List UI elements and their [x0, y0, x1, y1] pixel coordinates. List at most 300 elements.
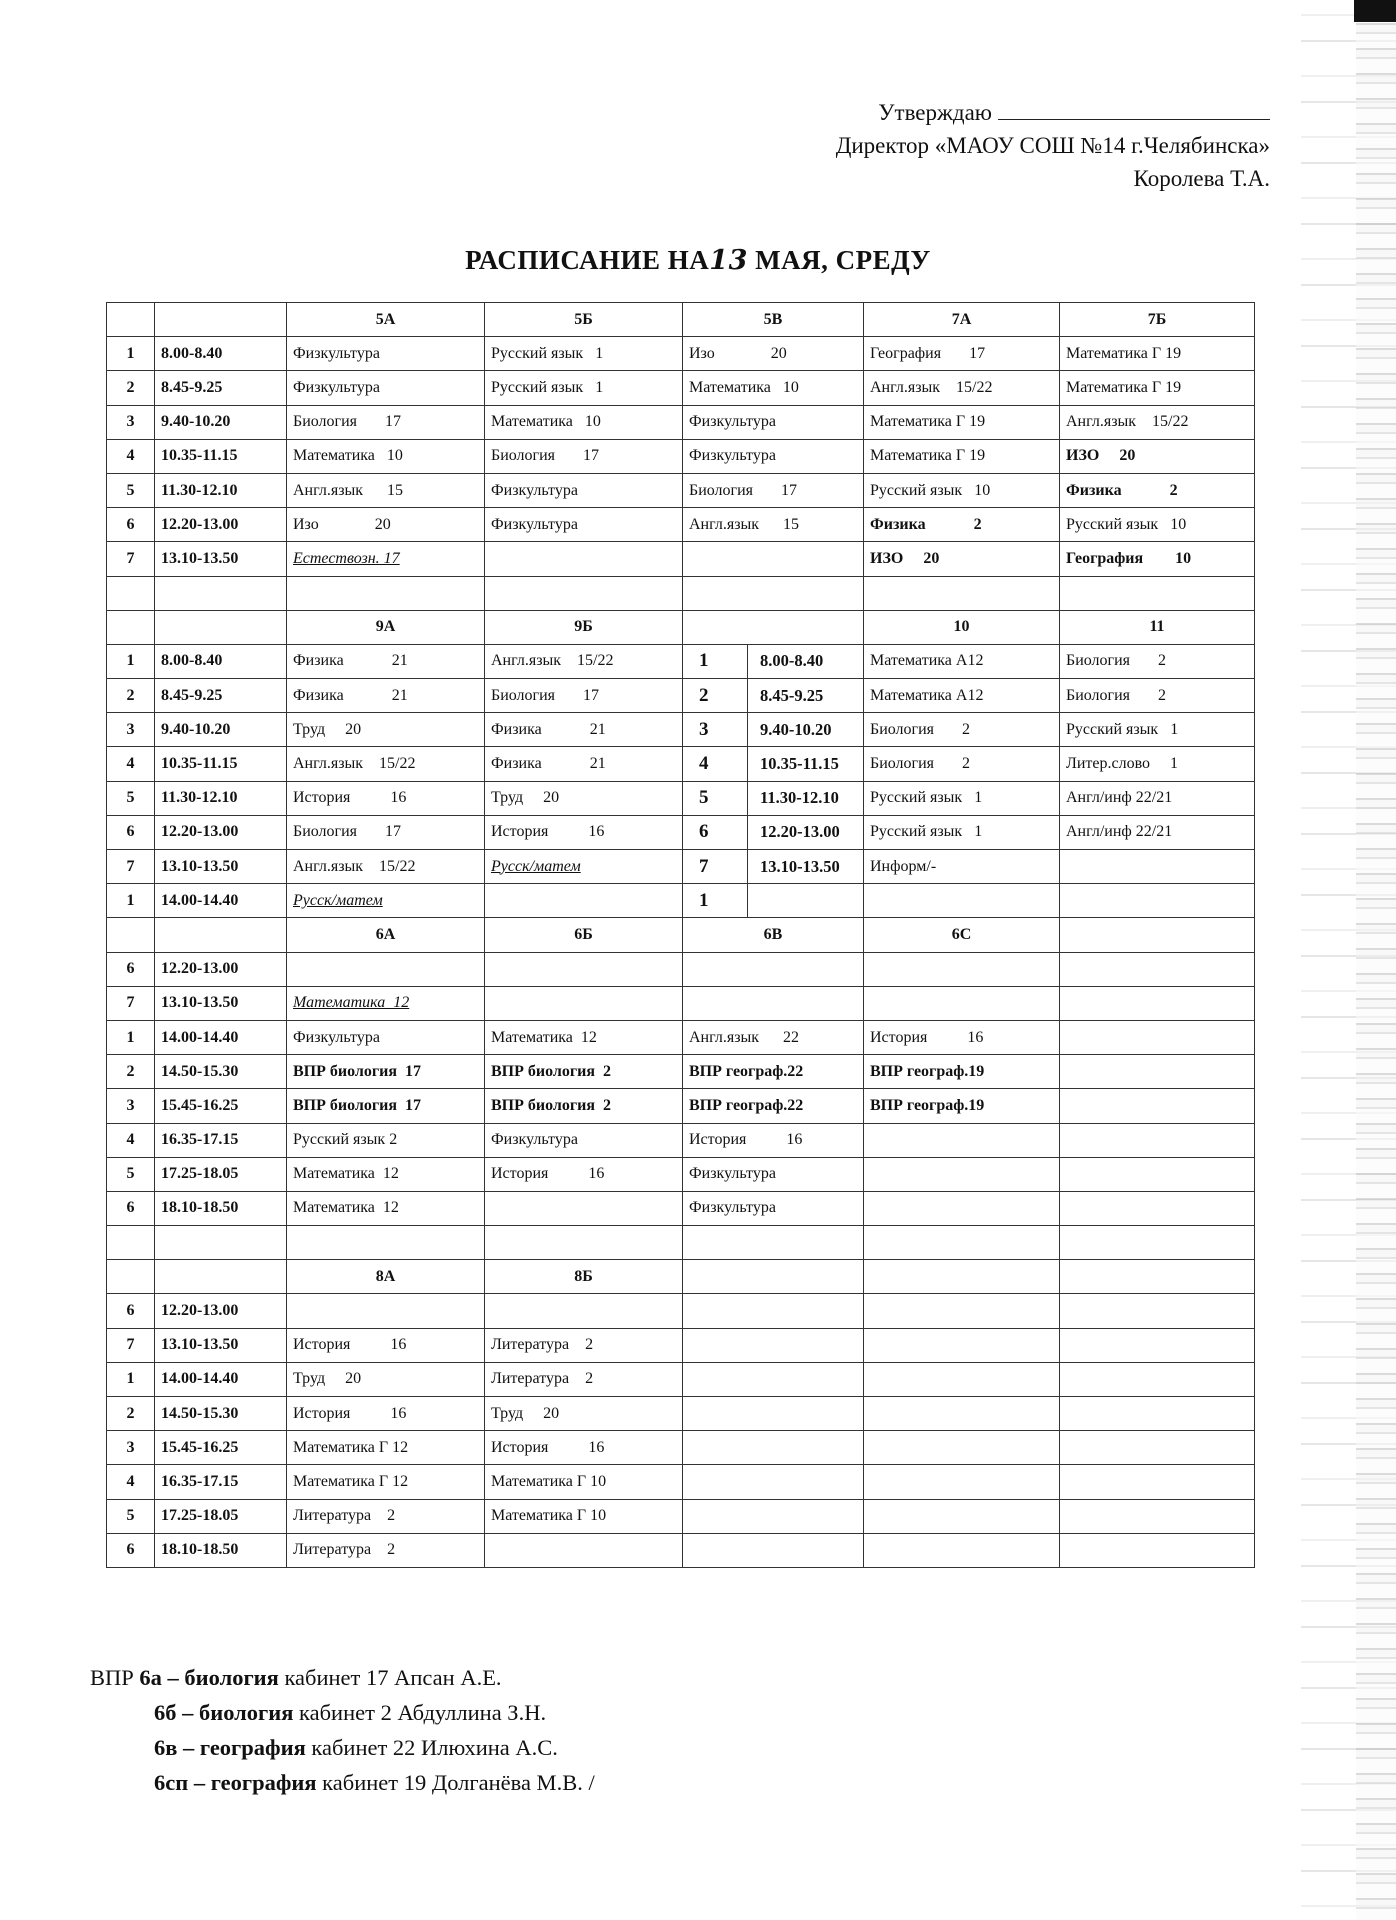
inner-time-wrap — [689, 782, 857, 815]
lesson-cell: Математика Г 12 — [287, 1431, 485, 1465]
lesson-cell: Русск/матем — [287, 884, 485, 918]
lesson-cell: Изо 20 — [683, 337, 864, 371]
empty-cell — [287, 1226, 485, 1260]
lesson-cell: Литер.слово 1 — [1060, 747, 1255, 781]
lesson-cell — [864, 1431, 1060, 1465]
lesson-cell: Русский язык 10 — [864, 473, 1060, 507]
lesson-cell: География 17 — [864, 337, 1060, 371]
schedule-row — [107, 439, 1255, 473]
lesson-cell: Биология 17 — [485, 679, 683, 713]
lesson-cell: Труд 20 — [485, 1397, 683, 1431]
lesson-cell — [1060, 1157, 1255, 1191]
lesson-number: 3 — [107, 1089, 155, 1123]
lesson-cell: Математика А12 — [864, 644, 1060, 678]
class-header: 11 — [1060, 610, 1255, 644]
schedule-row — [107, 337, 1255, 371]
lesson-cell: История 16 — [287, 1397, 485, 1431]
lesson-cell: Литература 2 — [485, 1362, 683, 1396]
page-title — [0, 245, 1396, 276]
lesson-time: 12.20-13.00 — [155, 1294, 287, 1328]
lesson-cell — [864, 1157, 1060, 1191]
lesson-cell: Русский язык 10 — [1060, 508, 1255, 542]
lesson-cell: Русский язык 2 — [287, 1123, 485, 1157]
schedule-row — [107, 405, 1255, 439]
schedule-row — [107, 713, 1255, 747]
class-header — [864, 1260, 1060, 1294]
lesson-number: 3 — [107, 405, 155, 439]
lesson-number: 5 — [107, 473, 155, 507]
lesson-cell: Физкультура — [683, 405, 864, 439]
lesson-cell — [485, 1533, 683, 1567]
lesson-number: 4 — [107, 1465, 155, 1499]
inner-time-wrap — [689, 645, 857, 678]
lesson-cell: Математика Г 10 — [485, 1465, 683, 1499]
class-header: 7А — [864, 303, 1060, 337]
lesson-cell: ИЗО 20 — [1060, 439, 1255, 473]
vpr-footer — [90, 1660, 595, 1800]
inner-lesson-time: 10.35-11.15 — [760, 754, 839, 774]
lesson-cell: Математика Г 19 — [864, 405, 1060, 439]
lesson-number: 5 — [107, 781, 155, 815]
inner-lesson-time — [748, 884, 857, 917]
lesson-cell — [1060, 1055, 1255, 1089]
lesson-number: 2 — [107, 1397, 155, 1431]
schedule-row — [107, 1294, 1255, 1328]
lesson-cell: Англ.язык 15 — [683, 508, 864, 542]
lesson-cell — [864, 986, 1060, 1020]
lesson-cell: Математика 12 — [287, 1157, 485, 1191]
lesson-time: 9.40-10.20 — [155, 405, 287, 439]
class-header: 5А — [287, 303, 485, 337]
class-header-row — [107, 1260, 1255, 1294]
empty-cell — [1060, 1226, 1255, 1260]
class-header-row — [107, 610, 1255, 644]
lesson-cell — [864, 884, 1060, 918]
lesson-cell — [683, 1294, 864, 1328]
class-header-row — [107, 918, 1255, 952]
lesson-cell: Биология 17 — [683, 473, 864, 507]
lesson-cell: Физкультура — [287, 1020, 485, 1054]
lesson-cell: Биология 2 — [1060, 644, 1255, 678]
scan-edge-noise-dark — [1356, 0, 1396, 1920]
class-header — [1060, 1260, 1255, 1294]
lesson-cell — [864, 1294, 1060, 1328]
lesson-number: 2 — [107, 1055, 155, 1089]
class-header: 6А — [287, 918, 485, 952]
lesson-cell: Физика 21 — [287, 644, 485, 678]
lesson-number: 6 — [107, 1533, 155, 1567]
lesson-cell — [683, 1362, 864, 1396]
schedule-row — [107, 952, 1255, 986]
lesson-time: 11.30-12.10 — [155, 781, 287, 815]
lesson-time: 18.10-18.50 — [155, 1533, 287, 1567]
lesson-cell — [1060, 986, 1255, 1020]
title-prefix: РАСПИСАНИЕ НА — [465, 245, 710, 275]
lesson-number: 3 — [107, 713, 155, 747]
lesson-number: 6 — [107, 815, 155, 849]
inner-lesson-number: 3 — [689, 713, 748, 746]
empty-cell — [107, 1226, 155, 1260]
lesson-cell: Англ.язык 15/22 — [1060, 405, 1255, 439]
lesson-number: 6 — [107, 508, 155, 542]
schedule-row — [107, 1089, 1255, 1123]
lesson-time: 8.00-8.40 — [155, 337, 287, 371]
lesson-number: 5 — [107, 1157, 155, 1191]
class-header — [683, 610, 864, 644]
lesson-cell: Математика 10 — [683, 371, 864, 405]
lesson-number: 2 — [107, 679, 155, 713]
lesson-cell: Математика Г 19 — [1060, 337, 1255, 371]
schedule-row — [107, 1123, 1255, 1157]
lesson-time: 13.10-13.50 — [155, 986, 287, 1020]
lesson-number: 4 — [107, 747, 155, 781]
lesson-cell — [1060, 952, 1255, 986]
inner-lesson-number: 1 — [689, 645, 748, 678]
lesson-time: 15.45-16.25 — [155, 1431, 287, 1465]
scan-corner-mark — [1354, 0, 1396, 22]
lesson-cell: ВПР географ.19 — [864, 1055, 1060, 1089]
lesson-cell: Физкультура — [287, 371, 485, 405]
inner-time-cell — [683, 713, 864, 747]
lesson-cell — [1060, 1397, 1255, 1431]
schedule-row — [107, 644, 1255, 678]
lesson-cell — [864, 1499, 1060, 1533]
class-header: 8А — [287, 1260, 485, 1294]
approval-position: Директор «МАОУ СОШ №14 г.Челябинска» — [835, 133, 1270, 158]
class-header — [683, 1260, 864, 1294]
inner-lesson-time: 13.10-13.50 — [760, 856, 840, 876]
lesson-time: 14.50-15.30 — [155, 1055, 287, 1089]
lesson-cell — [1060, 850, 1255, 884]
lesson-cell — [864, 952, 1060, 986]
inner-time-cell — [683, 815, 864, 849]
lesson-cell: Математика Г 19 — [864, 439, 1060, 473]
lesson-cell — [683, 1397, 864, 1431]
schedule-row — [107, 747, 1255, 781]
lesson-time: 17.25-18.05 — [155, 1157, 287, 1191]
schedule-row — [107, 781, 1255, 815]
empty-cell — [864, 1226, 1060, 1260]
lesson-number: 7 — [107, 1328, 155, 1362]
lesson-cell — [864, 1191, 1060, 1225]
lesson-cell: Математика Г 12 — [287, 1465, 485, 1499]
lesson-cell: История 16 — [864, 1020, 1060, 1054]
lesson-cell: Русский язык 1 — [864, 815, 1060, 849]
class-header: 9Б — [485, 610, 683, 644]
lesson-cell — [1060, 1191, 1255, 1225]
lesson-cell — [485, 986, 683, 1020]
lesson-cell: Биология 17 — [287, 405, 485, 439]
inner-lesson-number: 1 — [689, 884, 748, 917]
lesson-cell — [1060, 1294, 1255, 1328]
lesson-cell: История 16 — [287, 1328, 485, 1362]
schedule-row — [107, 986, 1255, 1020]
lesson-cell: Биология 17 — [287, 815, 485, 849]
lesson-cell: ВПР биология 17 — [287, 1055, 485, 1089]
schedule-row — [107, 1362, 1255, 1396]
lesson-cell: Информ/- — [864, 850, 1060, 884]
lesson-cell: История 16 — [485, 1157, 683, 1191]
lesson-cell: Англ.язык 15/22 — [287, 850, 485, 884]
inner-lesson-time: 11.30-12.10 — [760, 788, 839, 808]
lesson-cell — [683, 1499, 864, 1533]
lesson-number: 7 — [107, 850, 155, 884]
class-header — [1060, 918, 1255, 952]
title-handwritten-date: 13 — [709, 245, 748, 276]
lesson-time: 8.45-9.25 — [155, 679, 287, 713]
lesson-cell — [485, 542, 683, 576]
lesson-cell: ИЗО 20 — [864, 542, 1060, 576]
lesson-cell: Математика 12 — [287, 986, 485, 1020]
lesson-cell: Англ.язык 15/22 — [485, 644, 683, 678]
lesson-cell — [683, 1431, 864, 1465]
vpr-line: 6б – биология кабинет 2 Абдуллина З.Н. — [154, 1700, 547, 1725]
schedule-row — [107, 884, 1255, 918]
lesson-time: 13.10-13.50 — [155, 850, 287, 884]
lesson-cell: История 16 — [683, 1123, 864, 1157]
lesson-cell: ВПР географ.19 — [864, 1089, 1060, 1123]
lesson-cell: ВПР биология 2 — [485, 1089, 683, 1123]
class-header: 6В — [683, 918, 864, 952]
empty-cell — [683, 1226, 864, 1260]
class-header: 10 — [864, 610, 1060, 644]
lesson-time: 8.45-9.25 — [155, 371, 287, 405]
empty-cell — [107, 1260, 155, 1294]
lesson-cell: Физика 2 — [864, 508, 1060, 542]
lesson-cell: Математика 10 — [287, 439, 485, 473]
schedule-row — [107, 1020, 1255, 1054]
lesson-number: 4 — [107, 1123, 155, 1157]
lesson-cell — [683, 952, 864, 986]
lesson-time: 14.00-14.40 — [155, 884, 287, 918]
schedule-row — [107, 1157, 1255, 1191]
empty-cell — [155, 1260, 287, 1294]
lesson-cell: География 10 — [1060, 542, 1255, 576]
schedule-row — [107, 679, 1255, 713]
lesson-time: 9.40-10.20 — [155, 713, 287, 747]
lesson-cell: Математика 12 — [485, 1020, 683, 1054]
lesson-cell: История 16 — [485, 815, 683, 849]
lesson-number: 1 — [107, 1362, 155, 1396]
lesson-time: 12.20-13.00 — [155, 952, 287, 986]
lesson-cell — [683, 542, 864, 576]
lesson-cell: Физкультура — [683, 439, 864, 473]
approval-label: Утверждаю — [878, 100, 992, 125]
lesson-number: 6 — [107, 1294, 155, 1328]
lesson-number: 6 — [107, 952, 155, 986]
lesson-cell: Литература 2 — [287, 1499, 485, 1533]
lesson-cell — [864, 1397, 1060, 1431]
lesson-cell — [1060, 1089, 1255, 1123]
empty-cell — [155, 610, 287, 644]
schedule-row — [107, 508, 1255, 542]
lesson-cell: История 16 — [287, 781, 485, 815]
lesson-number: 2 — [107, 371, 155, 405]
lesson-cell: Физика 21 — [287, 679, 485, 713]
lesson-cell: Физкультура — [485, 473, 683, 507]
lesson-number: 1 — [107, 884, 155, 918]
inner-lesson-time: 9.40-10.20 — [760, 719, 832, 739]
lesson-cell: Литература 2 — [287, 1533, 485, 1567]
schedule-row — [107, 371, 1255, 405]
lesson-cell: Физкультура — [287, 337, 485, 371]
vpr-line: 6сп – география кабинет 19 Долганёва М.В. / — [154, 1770, 595, 1795]
lesson-cell: Русск/матем — [485, 850, 683, 884]
empty-cell — [155, 918, 287, 952]
approval-name: Королева Т.А. — [1133, 166, 1270, 191]
lesson-time: 14.00-14.40 — [155, 1020, 287, 1054]
lesson-cell: Русский язык 1 — [485, 371, 683, 405]
lesson-cell: ВПР географ.22 — [683, 1055, 864, 1089]
lesson-cell: Англ.язык 22 — [683, 1020, 864, 1054]
lesson-cell: Изо 20 — [287, 508, 485, 542]
inner-lesson-time: 8.00-8.40 — [760, 651, 824, 671]
lesson-cell: Физика 2 — [1060, 473, 1255, 507]
schedule-row — [107, 815, 1255, 849]
class-header: 5В — [683, 303, 864, 337]
empty-cell — [485, 576, 683, 610]
lesson-number: 1 — [107, 337, 155, 371]
inner-time-wrap — [689, 816, 857, 849]
lesson-time: 10.35-11.15 — [155, 439, 287, 473]
empty-cell — [287, 576, 485, 610]
inner-lesson-number: 7 — [689, 850, 748, 883]
lesson-cell — [864, 1123, 1060, 1157]
empty-cell — [155, 576, 287, 610]
inner-lesson-number: 4 — [689, 747, 748, 780]
lesson-cell: Физика 21 — [485, 747, 683, 781]
empty-cell — [107, 303, 155, 337]
lesson-cell — [1060, 1465, 1255, 1499]
inner-time-wrap — [689, 679, 857, 712]
lesson-cell: Труд 20 — [287, 1362, 485, 1396]
lesson-cell — [1060, 1499, 1255, 1533]
schedule-row — [107, 1397, 1255, 1431]
schedule-row — [107, 542, 1255, 576]
lesson-time: 10.35-11.15 — [155, 747, 287, 781]
lesson-cell: ВПР биология 2 — [485, 1055, 683, 1089]
lesson-time: 13.10-13.50 — [155, 1328, 287, 1362]
class-header: 9А — [287, 610, 485, 644]
lesson-number: 1 — [107, 644, 155, 678]
lesson-cell — [485, 1294, 683, 1328]
class-header: 6Б — [485, 918, 683, 952]
class-header: 8Б — [485, 1260, 683, 1294]
spacer-row — [107, 1226, 1255, 1260]
class-header-row — [107, 303, 1255, 337]
lesson-time: 17.25-18.05 — [155, 1499, 287, 1533]
lesson-time: 16.35-17.15 — [155, 1123, 287, 1157]
lesson-cell — [1060, 1431, 1255, 1465]
inner-time-wrap — [689, 884, 857, 917]
lesson-cell: Математика А12 — [864, 679, 1060, 713]
lesson-cell — [864, 1465, 1060, 1499]
lesson-cell: Русский язык 1 — [485, 337, 683, 371]
schedule-row — [107, 850, 1255, 884]
lesson-cell — [864, 1328, 1060, 1362]
lesson-cell — [485, 1191, 683, 1225]
lesson-cell: Физика 21 — [485, 713, 683, 747]
lesson-number: 1 — [107, 1020, 155, 1054]
empty-cell — [485, 1226, 683, 1260]
lesson-cell — [864, 1362, 1060, 1396]
inner-time-cell — [683, 679, 864, 713]
lesson-time: 15.45-16.25 — [155, 1089, 287, 1123]
lesson-cell — [1060, 1123, 1255, 1157]
inner-time-cell — [683, 747, 864, 781]
class-header: 7Б — [1060, 303, 1255, 337]
lesson-number: 4 — [107, 439, 155, 473]
inner-lesson-number: 5 — [689, 782, 748, 815]
approval-block — [836, 96, 1270, 195]
lesson-cell: Англ.язык 15/22 — [287, 747, 485, 781]
empty-cell — [1060, 576, 1255, 610]
lesson-cell — [1060, 1020, 1255, 1054]
lesson-cell — [1060, 1362, 1255, 1396]
schedule-row — [107, 1055, 1255, 1089]
inner-lesson-time: 8.45-9.25 — [760, 685, 824, 705]
lesson-cell: Труд 20 — [485, 781, 683, 815]
inner-time-wrap — [689, 850, 857, 883]
lesson-cell: Русский язык 1 — [864, 781, 1060, 815]
lesson-cell — [1060, 1533, 1255, 1567]
class-header: 5Б — [485, 303, 683, 337]
inner-lesson-time: 12.20-13.00 — [760, 822, 840, 842]
schedule-table — [106, 302, 1255, 1568]
lesson-time: 8.00-8.40 — [155, 644, 287, 678]
schedule-row — [107, 1431, 1255, 1465]
lesson-cell: Англ.язык 15/22 — [864, 371, 1060, 405]
lesson-cell: Англ/инф 22/21 — [1060, 815, 1255, 849]
empty-cell — [155, 1226, 287, 1260]
title-suffix: МАЯ, СРЕДУ — [755, 245, 931, 275]
lesson-number: 3 — [107, 1431, 155, 1465]
lesson-cell: Биология 2 — [1060, 679, 1255, 713]
lesson-time: 11.30-12.10 — [155, 473, 287, 507]
lesson-cell: Литература 2 — [485, 1328, 683, 1362]
inner-lesson-number: 2 — [689, 679, 748, 712]
lesson-cell — [683, 1328, 864, 1362]
lesson-cell: Русский язык 1 — [1060, 713, 1255, 747]
lesson-number: 6 — [107, 1191, 155, 1225]
lesson-time: 16.35-17.15 — [155, 1465, 287, 1499]
lesson-cell — [683, 1533, 864, 1567]
lesson-cell: Биология 17 — [485, 439, 683, 473]
lesson-cell — [683, 986, 864, 1020]
inner-time-cell — [683, 644, 864, 678]
lesson-number: 7 — [107, 542, 155, 576]
vpr-line: ВПР 6а – биология кабинет 17 Апсан А.Е. — [90, 1665, 502, 1690]
lesson-cell — [485, 884, 683, 918]
lesson-time: 13.10-13.50 — [155, 542, 287, 576]
lesson-cell: Математика 12 — [287, 1191, 485, 1225]
empty-cell — [683, 576, 864, 610]
inner-lesson-number: 6 — [689, 816, 748, 849]
lesson-cell: Физкультура — [683, 1191, 864, 1225]
schedule-row — [107, 473, 1255, 507]
lesson-cell: Математика 10 — [485, 405, 683, 439]
lesson-number: 7 — [107, 986, 155, 1020]
lesson-cell: Физкультура — [485, 1123, 683, 1157]
lesson-cell — [287, 952, 485, 986]
lesson-cell: ВПР географ.22 — [683, 1089, 864, 1123]
schedule-row — [107, 1191, 1255, 1225]
inner-time-cell — [683, 850, 864, 884]
lesson-time: 14.00-14.40 — [155, 1362, 287, 1396]
inner-time-wrap — [689, 713, 857, 746]
lesson-cell: Труд 20 — [287, 713, 485, 747]
lesson-time: 12.20-13.00 — [155, 508, 287, 542]
